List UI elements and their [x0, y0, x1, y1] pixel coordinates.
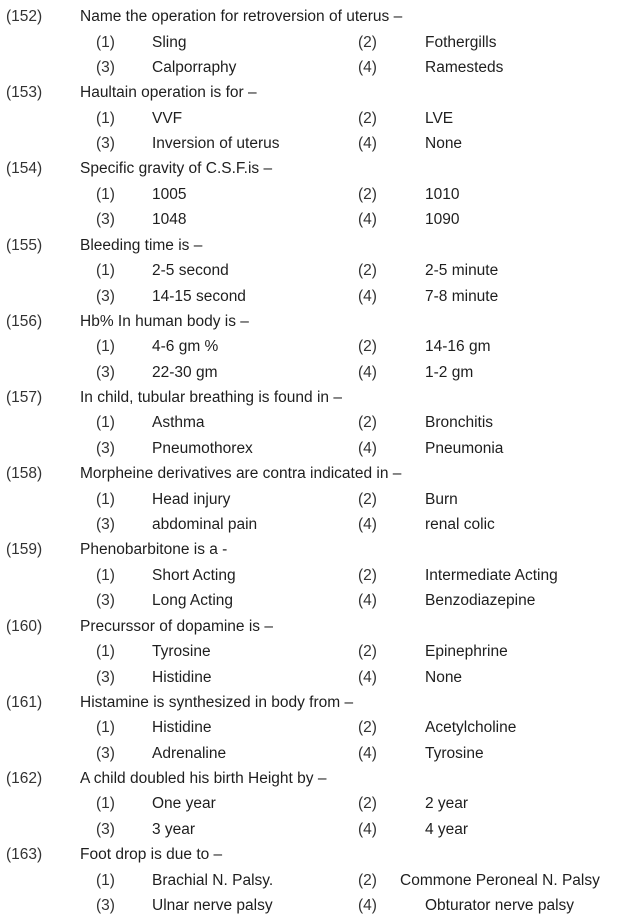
question-number: (159)	[6, 541, 43, 559]
option-number: (2)	[358, 643, 377, 660]
question-153	[0, 80, 638, 156]
option-text: 2 year	[425, 795, 469, 813]
option-number: (4)	[358, 59, 377, 76]
question-number: (158)	[6, 465, 43, 483]
option-number: (2)	[358, 719, 377, 737]
option-number: (3)	[96, 820, 115, 838]
option-text: 7-8 minute	[425, 287, 499, 305]
option-text: 14-15 second	[152, 287, 246, 305]
question-160	[0, 614, 638, 690]
option-text: 4-6 gm %	[152, 338, 219, 356]
question-text: Histamine is synthesized in body from –	[80, 693, 354, 711]
question-155	[0, 233, 638, 309]
option-text: 4 year	[425, 820, 469, 838]
option-text: Bronchitis	[425, 414, 494, 432]
question-161	[0, 690, 638, 766]
option-text: 3 year	[152, 820, 196, 838]
option-number: (4)	[358, 211, 377, 229]
option-number: (4)	[358, 516, 377, 534]
option-text: Ramesteds	[425, 59, 504, 76]
option-text: abdominal pain	[152, 516, 258, 534]
option-text: Pneumonia	[425, 439, 504, 457]
question-number: (154)	[6, 160, 43, 178]
option-text: Obturator nerve palsy	[425, 897, 575, 915]
option-number: (2)	[358, 109, 377, 127]
option-number: (3)	[96, 135, 115, 153]
option-number: (4)	[358, 897, 377, 915]
option-number: (1)	[96, 262, 115, 280]
option-number: (4)	[358, 592, 377, 610]
option-text: LVE	[425, 109, 454, 127]
question-152	[0, 4, 638, 80]
question-text: Specific gravity of C.S.F.is –	[80, 160, 273, 178]
question-158	[0, 461, 638, 537]
option-text: Tyrosine	[152, 643, 211, 660]
option-text: Head injury	[152, 490, 231, 508]
option-number: (3)	[96, 668, 115, 686]
question-154	[0, 156, 638, 232]
option-number: (1)	[96, 490, 115, 508]
option-text: Fothergills	[425, 33, 497, 51]
option-text: Benzodiazepine	[425, 592, 536, 610]
option-number: (3)	[96, 287, 115, 305]
option-text: 1090	[425, 211, 460, 229]
option-text: Burn	[425, 490, 458, 508]
option-text: Short Acting	[152, 566, 236, 584]
question-text: Foot drop is due to –	[80, 846, 223, 864]
option-number: (3)	[96, 897, 115, 915]
question-156	[0, 309, 638, 385]
option-number: (2)	[358, 185, 377, 203]
option-text: Epinephrine	[425, 643, 508, 660]
question-list	[0, 4, 638, 918]
question-text: A child doubled his birth Height by –	[80, 769, 327, 787]
option-text: VVF	[152, 109, 183, 127]
option-text: Calporraphy	[152, 59, 237, 76]
option-text: 22-30 gm	[152, 363, 218, 381]
option-number: (1)	[96, 185, 115, 203]
option-text: 1048	[152, 211, 187, 229]
option-text: Pneumothorex	[152, 439, 253, 457]
option-text: None	[425, 135, 463, 153]
question-number: (160)	[6, 617, 43, 635]
option-number: (4)	[358, 668, 377, 686]
option-text: None	[425, 668, 463, 686]
option-number: (1)	[96, 795, 115, 813]
question-text: Bleeding time is –	[80, 236, 203, 254]
option-number: (4)	[358, 820, 377, 838]
option-number: (2)	[358, 795, 377, 813]
question-number: (157)	[6, 388, 43, 406]
option-number: (2)	[358, 871, 377, 889]
option-number: (1)	[96, 643, 115, 660]
question-number: (162)	[6, 769, 43, 787]
option-text: Inversion of uterus	[152, 135, 280, 153]
option-number: (3)	[96, 516, 115, 534]
option-text: 2-5 minute	[425, 262, 499, 280]
option-number: (3)	[96, 744, 115, 762]
option-text: Commone Peroneal N. Palsy	[400, 871, 600, 889]
question-text: Hb% In human body is –	[80, 312, 249, 330]
option-text: 14-16 gm	[425, 338, 491, 356]
option-number: (4)	[358, 363, 377, 381]
option-text: Sling	[152, 33, 187, 51]
option-text: 2-5 second	[152, 262, 229, 280]
question-159	[0, 537, 638, 613]
question-text: In child, tubular breathing is found in –	[80, 388, 342, 406]
question-number: (152)	[6, 8, 43, 25]
option-text: renal colic	[425, 516, 495, 534]
question-number: (156)	[6, 312, 43, 330]
option-text: Adrenaline	[152, 744, 227, 762]
question-text: Name the operation for retroversion of uterus –	[80, 8, 403, 25]
question-text: Phenobarbitone is a -	[80, 541, 228, 559]
option-number: (3)	[96, 439, 115, 457]
option-number: (4)	[358, 744, 377, 762]
option-number: (3)	[96, 592, 115, 610]
option-number: (1)	[96, 871, 115, 889]
question-157	[0, 385, 638, 461]
question-text: Haultain operation is for –	[80, 84, 257, 102]
option-text: Tyrosine	[425, 744, 484, 762]
option-text: 1005	[152, 185, 187, 203]
question-text: Morpheine derivatives are contra indicated in –	[80, 465, 402, 483]
question-number: (153)	[6, 84, 43, 102]
question-text: Precurssor of dopamine is –	[80, 617, 273, 635]
option-number: (1)	[96, 566, 115, 584]
option-number: (2)	[358, 414, 377, 432]
option-text: Long Acting	[152, 592, 234, 610]
option-text: One year	[152, 795, 216, 813]
question-number: (161)	[6, 693, 43, 711]
option-number: (2)	[358, 338, 377, 356]
option-text: Asthma	[152, 414, 205, 432]
option-number: (1)	[96, 719, 115, 737]
question-163	[0, 842, 638, 918]
option-text: 1-2 gm	[425, 363, 474, 381]
option-text: Histidine	[152, 668, 212, 686]
option-number: (3)	[96, 59, 115, 76]
option-number: (2)	[358, 262, 377, 280]
option-text: Brachial N. Palsy.	[152, 871, 274, 889]
question-number: (163)	[6, 846, 43, 864]
option-number: (2)	[358, 566, 377, 584]
option-number: (1)	[96, 33, 115, 51]
option-number: (3)	[96, 363, 115, 381]
option-number: (2)	[358, 33, 377, 51]
option-text: Ulnar nerve palsy	[152, 897, 273, 915]
option-number: (2)	[358, 490, 377, 508]
question-number: (155)	[6, 236, 43, 254]
option-number: (3)	[96, 211, 115, 229]
question-162	[0, 766, 638, 842]
option-number: (4)	[358, 439, 377, 457]
option-number: (1)	[96, 414, 115, 432]
option-text: Histidine	[152, 719, 212, 737]
option-number: (1)	[96, 338, 115, 356]
option-text: Acetylcholine	[425, 719, 517, 737]
option-text: Intermediate Acting	[425, 566, 558, 584]
option-text: 1010	[425, 185, 460, 203]
option-number: (1)	[96, 109, 115, 127]
option-number: (4)	[358, 135, 377, 153]
option-number: (4)	[358, 287, 377, 305]
